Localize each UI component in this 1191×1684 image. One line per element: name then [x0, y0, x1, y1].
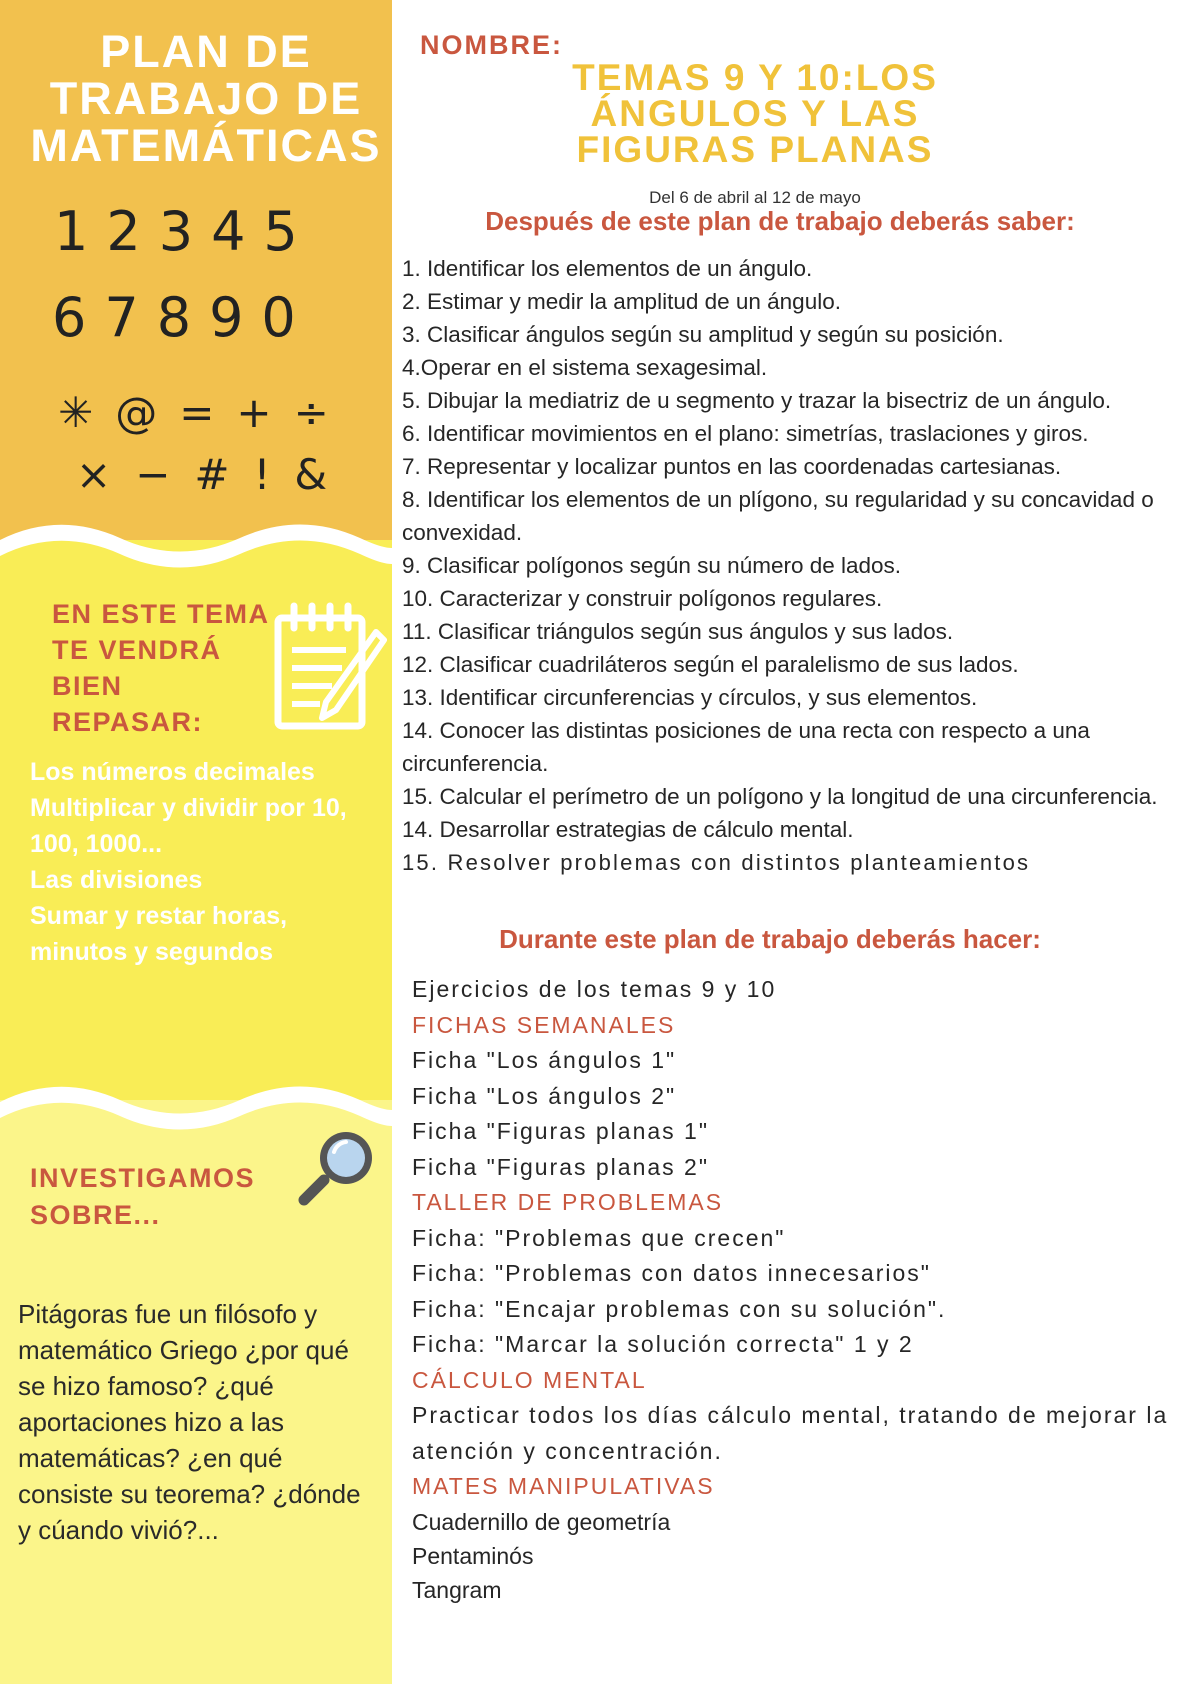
- list-item: Ficha "Los ángulos 2": [412, 1082, 677, 1109]
- list-item: 1. Identificar los elementos de un ángulo.: [402, 256, 813, 281]
- name-label: NOMBRE:: [420, 30, 563, 60]
- list-item: 7. Representar y localizar puntos en las coordenadas cartesianas.: [402, 454, 1062, 479]
- plan-title: PLAN DE TRABAJO DE MATEMÁTICAS: [30, 26, 382, 171]
- list-item: Sumar y restar horas, minutos y segundos: [30, 902, 288, 966]
- list-item: Practicar todos los días cálculo mental, tratando de mejorar la atención y concentración.: [412, 1402, 1169, 1464]
- list-item: 4.Operar en el sistema sexagesimal.: [402, 355, 768, 380]
- list-item: 8. Identificar los elementos de un plígono, su regularidad y su concavidad o convexidad.: [402, 487, 1154, 545]
- list-item: Multiplicar y dividir por 10, 100, 1000...: [30, 794, 347, 858]
- list-item: Ficha: "Problemas que crecen": [412, 1224, 786, 1251]
- symbols-row-1: ✳@=+÷: [58, 388, 351, 437]
- list-item: 12. Clasificar cuadriláteros según el paralelismo de sus lados.: [402, 652, 1019, 677]
- digits-row-1: 12345: [54, 200, 316, 263]
- list-item: 2. Estimar y medir la amplitud de un ángulo.: [402, 289, 841, 314]
- list-item: Cuadernillo de geometría: [412, 1508, 671, 1535]
- list-item: Pentaminós: [412, 1542, 534, 1569]
- date-range: Del 6 de abril al 12 de mayo: [649, 188, 861, 207]
- list-item: 13. Identificar circunferencias y círculos, y sus elementos.: [402, 685, 978, 710]
- investigamos-text: Pitágoras fue un filósofo y matemático Griego ¿por qué se hizo famoso? ¿qué aportaciones hizo a las matemáticas? ¿en qué consiste su teorema? ¿dónde y cúando vivió?...: [18, 1299, 361, 1545]
- list-item: 10. Caracterizar y construir polígonos regulares.: [402, 586, 883, 611]
- list-item: 14. Conocer las distintas posiciones de una recta con respecto a una circunferencia.: [402, 718, 1090, 776]
- category-title: TALLER DE PROBLEMAS: [412, 1189, 724, 1215]
- list-item: Ejercicios de los temas 9 y 10: [412, 976, 777, 1002]
- category-title: FICHAS SEMANALES: [412, 1011, 676, 1038]
- list-item: Ficha "Los ángulos 1": [412, 1047, 677, 1073]
- objectives-heading: Después de este plan de trabajo deberás saber:: [485, 206, 1075, 236]
- list-item: 5. Dibujar la mediatriz de u segmento y trazar la bisectriz de un ángulo.: [402, 388, 1112, 413]
- list-item: 14. Desarrollar estrategias de cálculo mental.: [402, 817, 854, 842]
- category-title: CÁLCULO MENTAL: [412, 1366, 647, 1393]
- list-item: 15. Resolver problemas con distintos planteamientos: [402, 850, 1031, 875]
- tasks-heading: Durante este plan de trabajo deberás hacer:: [499, 924, 1041, 954]
- repasar-list: [30, 754, 370, 970]
- list-item: 11. Clasificar triángulos según sus ángulos y sus lados.: [402, 619, 954, 644]
- list-item: Ficha: "Encajar problemas con su solución".: [412, 1295, 947, 1322]
- list-item: 3. Clasificar ángulos según su amplitud y según su posición.: [402, 322, 1004, 347]
- list-item: Las divisiones: [30, 866, 203, 894]
- list-item: 6. Identificar movimientos en el plano: simetrías, traslaciones y giros.: [402, 421, 1089, 446]
- investigamos-heading: INVESTIGAMOS SOBRE...: [30, 1163, 256, 1230]
- tasks-list: [412, 972, 1188, 1607]
- list-item: Ficha "Figuras planas 2": [412, 1153, 710, 1180]
- magnifier-icon: [296, 1124, 380, 1208]
- notepad-icon: [272, 598, 388, 734]
- objectives-list: [402, 252, 1186, 879]
- category-title: MATES MANIPULATIVAS: [412, 1473, 715, 1499]
- list-item: 15. Calcular el perímetro de un polígono y la longitud de una circunferencia.: [402, 784, 1158, 809]
- list-item: Ficha: "Marcar la solución correcta" 1 y 2: [412, 1331, 914, 1357]
- page-title: TEMAS 9 Y 10:LOS ÁNGULOS Y LAS FIGURAS PLANAS: [572, 57, 938, 170]
- sidebar: [0, 0, 392, 1684]
- wave-divider: [0, 520, 392, 580]
- digits-row-2: 67890: [52, 286, 314, 349]
- list-item: Ficha "Figuras planas 1": [412, 1118, 710, 1144]
- repasar-heading: EN ESTE TEMA TE VENDRÁ BIEN REPASAR:: [52, 599, 270, 737]
- list-item: 9. Clasificar polígonos según su número de lados.: [402, 553, 902, 578]
- list-item: Los números decimales: [30, 758, 315, 786]
- symbols-row-2: ×−#!&: [76, 450, 352, 499]
- list-item: Tangram: [412, 1576, 502, 1603]
- list-item: Ficha: "Problemas con datos innecesarios": [412, 1260, 931, 1286]
